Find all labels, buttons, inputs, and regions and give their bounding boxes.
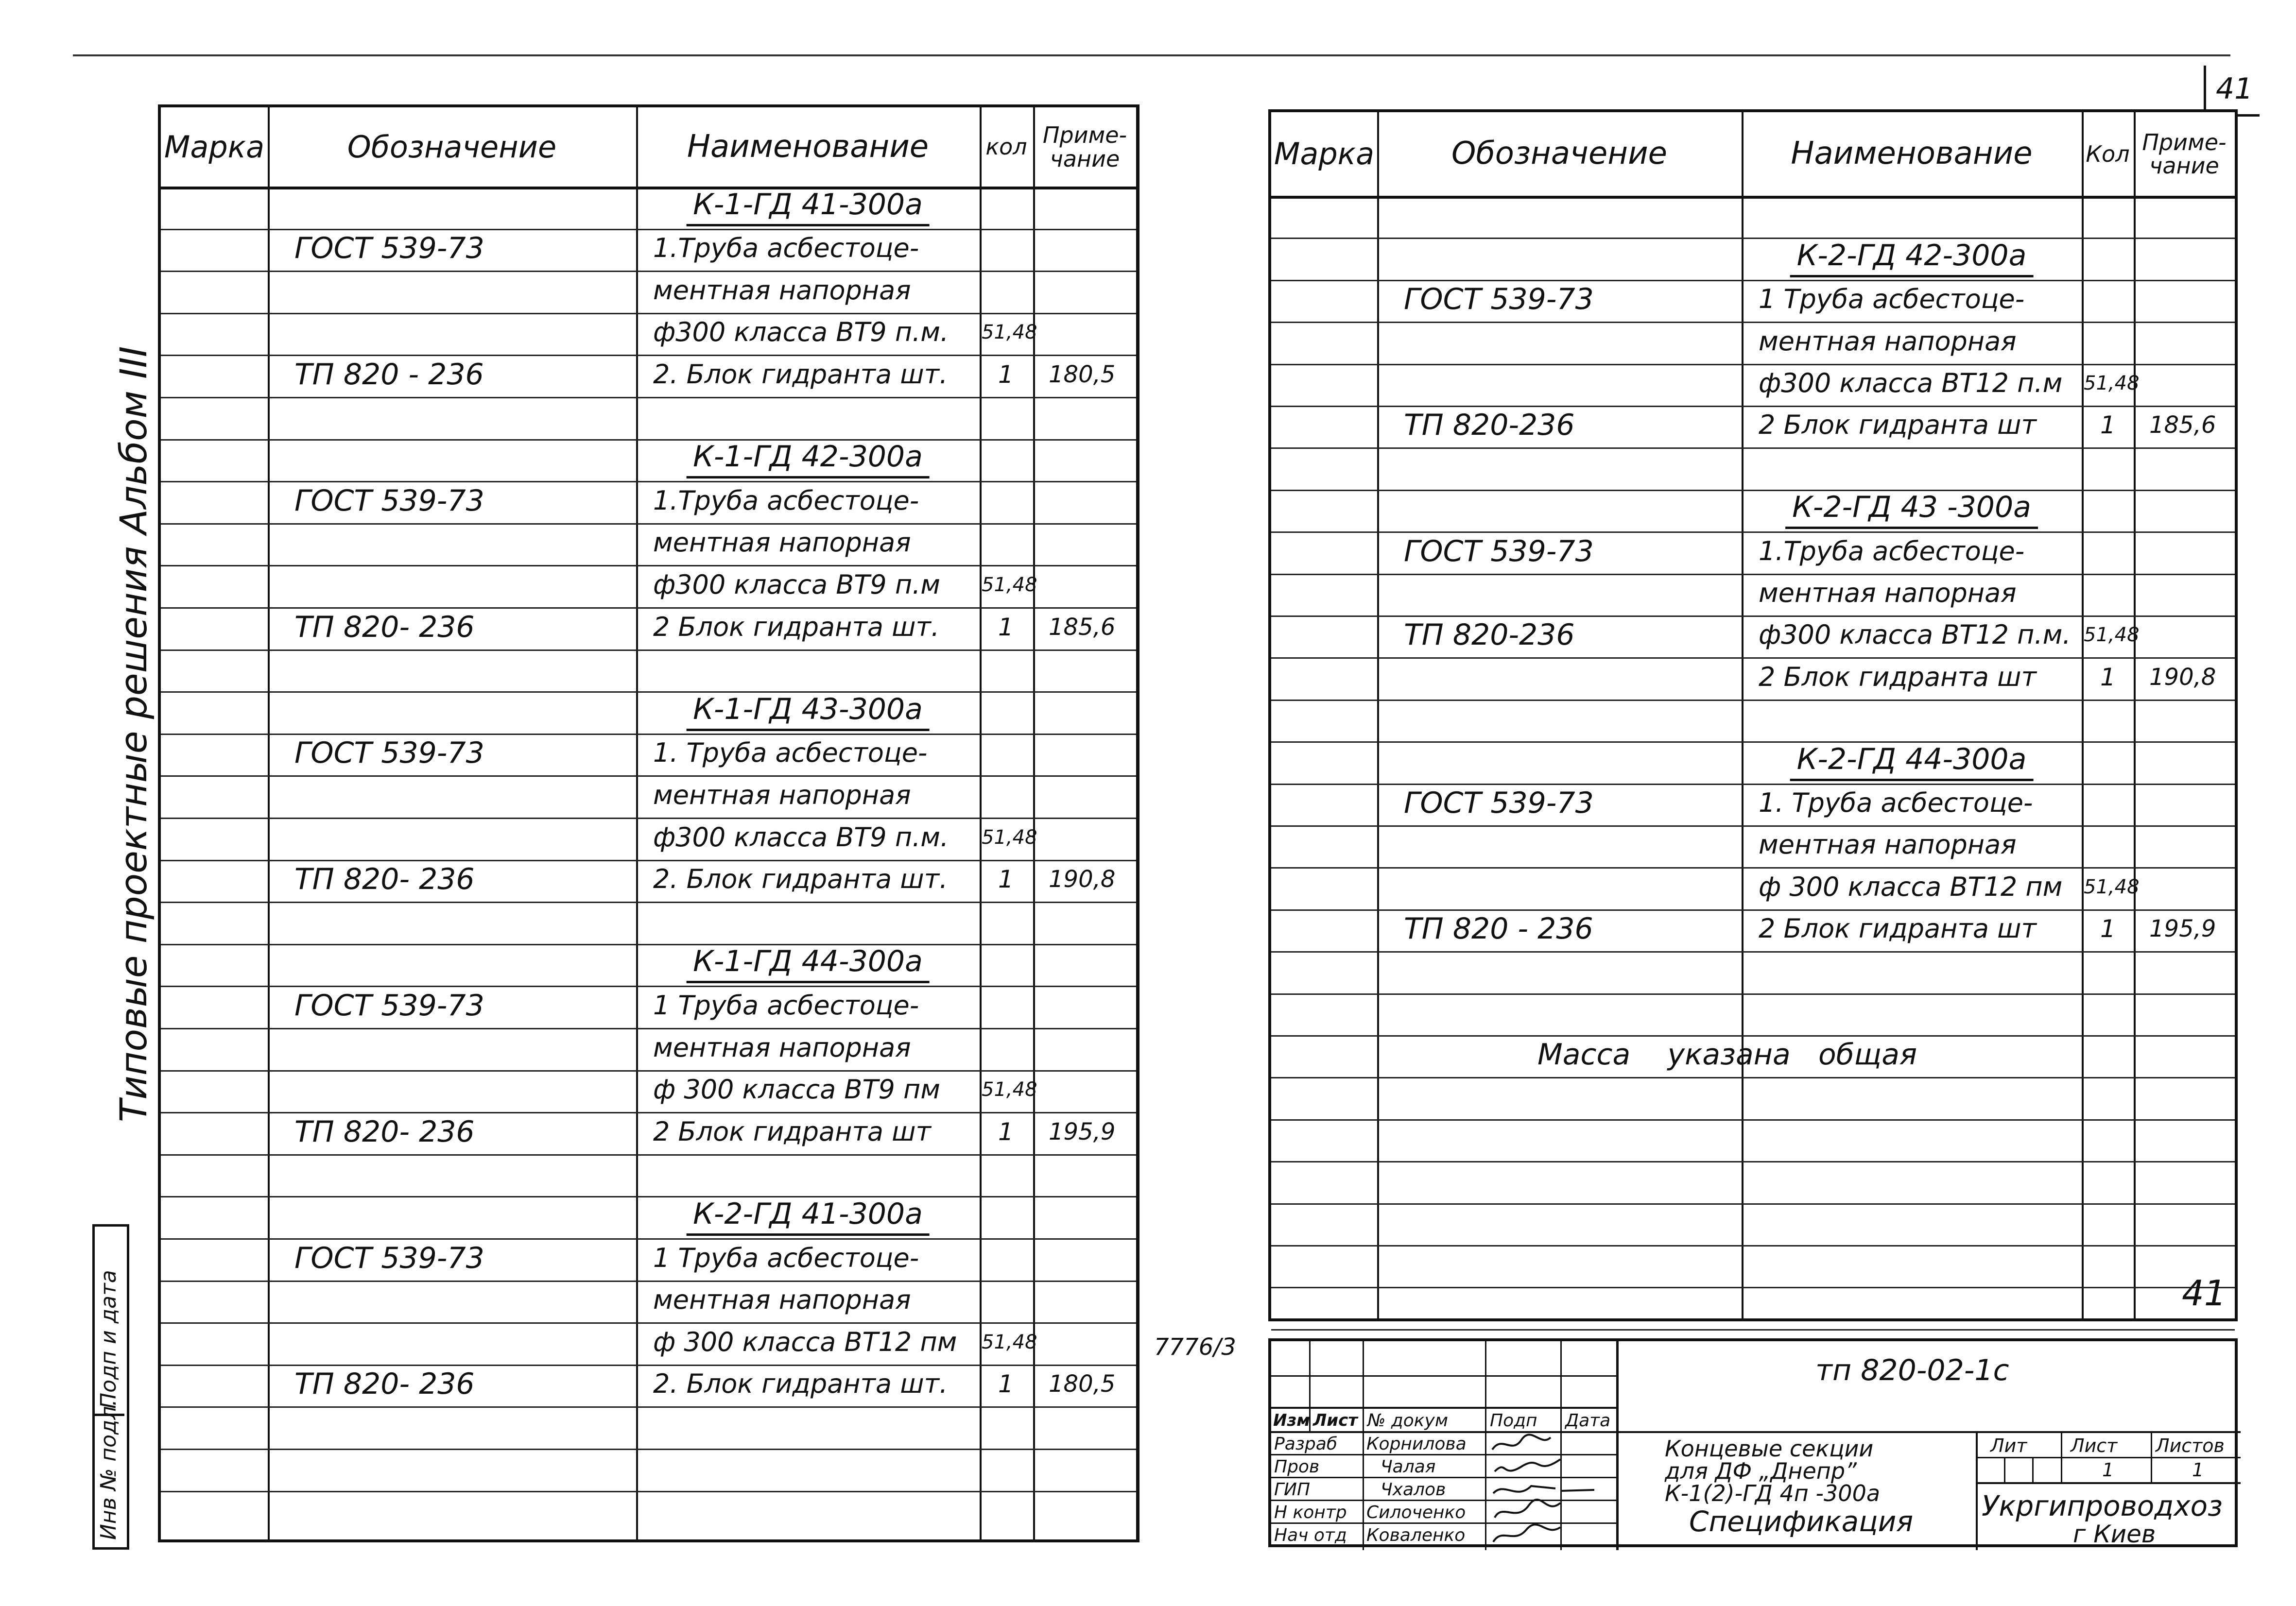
role-dept-head: Нач отд [1274,1525,1347,1545]
left-col-line [268,107,270,1539]
row-name: ментная напорная [653,527,911,558]
row-name: 1 Труба асбестоце- [1759,284,2025,315]
row-designation: ТП 820- 236 [294,1367,475,1401]
row-designation: ТП 820 - 236 [1404,912,1593,946]
archive-number: 7776/3 [1154,1333,1236,1361]
row-name: ф300 класса ВТ12 п.м. [1759,619,2071,650]
right-col-line [1377,112,1379,1318]
row-name: 1 Труба асбестоце- [653,990,919,1021]
row-line [161,944,1137,945]
row-line [161,397,1137,398]
organization: Укргипроводхоз [1982,1489,2223,1522]
row-line [161,1028,1137,1029]
row-designation: ГОСТ 539-73 [294,736,484,770]
section-title: К-1-ГД 41-300а [686,185,930,226]
row-line [1271,1161,2235,1162]
sheets-label: Листов [2156,1435,2225,1456]
row-line [1271,490,2235,491]
row-line [161,271,1137,272]
row-line [1271,1287,2235,1288]
row-name: ф 300 класса ВТ12 пм [653,1326,957,1357]
row-line [161,523,1137,525]
right-col-line [2082,112,2084,1318]
row-quantity: 51,48 [982,574,1037,596]
row-line [161,902,1137,903]
row-note: 195,9 [1049,1118,1116,1145]
sheet-value: 1 [2102,1459,2114,1481]
stamp-hdr-doc: № докум [1367,1411,1449,1431]
side-title: Типовые проектные решения Альбом III [112,346,155,1122]
row-line [161,1281,1137,1282]
row-designation: ГОСТ 539-73 [1404,282,1594,317]
row-quantity: 1 [998,360,1014,389]
section-title: К-2-ГД 41-300а [686,1195,930,1236]
role-normcontrol: Н контр [1274,1503,1347,1522]
row-name: ментная напорная [1759,325,2017,357]
right-header-name: Наименование [1791,136,2033,172]
row-note: 190,8 [2149,663,2216,691]
right-header-designation: Обозначение [1451,136,1668,172]
row-line [1271,700,2235,701]
name-developer: Корнилова [1366,1434,1467,1454]
signatures [1487,1433,1614,1549]
row-quantity: 51,48 [982,321,1037,344]
row-quantity: 51,48 [2084,875,2140,898]
section-title: К-2-ГД 44-300а [1790,740,2034,781]
title-block [1268,1338,2238,1547]
name-gip: Чхалов [1381,1480,1446,1500]
row-name: 2 Блок гидранта шт [1759,913,2037,944]
row-line [1271,993,2235,995]
row-name: ф300 класса ВТ9 п.м. [653,821,949,853]
row-name: ментная напорная [653,1284,911,1316]
row-line [161,1154,1137,1156]
right-col-line [2134,112,2136,1318]
right-header-qty: Кол [2086,140,2130,167]
row-name: 2. Блок гидранта шт. [653,1368,948,1400]
right-header-mark: Марка [1274,136,1375,172]
row-line [1271,574,2235,575]
stamp-hdr-sign: Подп [1490,1411,1537,1431]
left-header-note: Приме- чание [1042,122,1127,172]
row-designation: ТП 820-236 [1404,408,1575,443]
row-name: 1 Труба асбестоце- [653,1242,919,1273]
page-number-lower: 41 [2182,1273,2227,1314]
row-name: ф 300 класса ВТ12 пм [1759,871,2063,902]
role-gip: ГИП [1274,1480,1311,1500]
left-header-mark: Марка [164,129,265,165]
section-title: К-1-ГД 43-300а [686,690,930,731]
page-number: 41 [2216,72,2253,106]
row-name: ментная напорная [1759,829,2017,860]
name-checker: Чалая [1381,1457,1436,1477]
row-designation: ГОСТ 539-73 [1404,534,1594,568]
row-line [1271,1245,2235,1247]
doc-title-line-3: К-1(2)-ГД 4п -300а [1665,1480,1881,1506]
row-note: 190,8 [1049,866,1116,893]
section-title: К-2-ГД 43 -300а [1785,488,2038,529]
row-remark: Масса указана общая [1537,1038,1917,1072]
row-designation: ТП 820- 236 [294,862,475,897]
section-title: К-2-ГД 42-300а [1790,236,2034,277]
row-name: 2 Блок гидранта шт [1759,661,2037,692]
row-name: 2 Блок гидранта шт [653,1116,931,1147]
sheets-value: 1 [2192,1459,2204,1481]
right-spec-table [1268,109,2238,1321]
row-quantity: 51,48 [2084,372,2140,394]
left-spec-table [158,104,1139,1542]
sheet-label: Лист [2071,1435,2118,1456]
row-note: 195,9 [2149,915,2216,943]
name-dept-head: Коваленко [1366,1525,1466,1545]
lit-label: Лит [1990,1435,2027,1456]
row-name: ф 300 класса ВТ9 пм [653,1074,941,1105]
row-designation: ГОСТ 539-73 [1404,786,1594,820]
row-name: ф300 класса ВТ12 п.м [1759,368,2063,398]
row-quantity: 51,48 [982,1331,1037,1353]
left-col-line [636,107,638,1539]
section-title: К-1-ГД 42-300а [686,437,930,478]
row-quantity: 51,48 [982,826,1037,849]
row-line [1271,657,2235,659]
row-name: 1.Труба асбестоце- [653,485,919,516]
row-line [161,1406,1137,1408]
role-developer: Разраб [1274,1434,1338,1454]
left-header-name: Наименование [687,128,929,165]
row-line [1271,1119,2235,1121]
left-col-extension [1136,104,1138,1542]
row-name: ф300 класса ВТ9 п.м. [653,317,949,348]
row-quantity: 1 [2100,915,2116,943]
left-header-qty: кол [985,134,1027,160]
row-name: ф300 класса ВТ9 п.м [653,569,941,600]
row-designation: ТП 820- 236 [294,1114,475,1149]
row-line [1271,741,2235,743]
row-line [161,439,1137,441]
row-line [161,775,1137,777]
row-note: 180,5 [1049,361,1116,388]
top-rule [73,54,2230,56]
row-note: 185,6 [1049,613,1116,641]
row-designation: ТП 820- 236 [294,610,475,644]
row-name: 2. Блок гидранта шт. [653,359,948,390]
row-line [161,691,1137,693]
city: г Киев [2073,1520,2156,1548]
side-box-inv: Инв № подл. [96,1399,121,1540]
row-line [1271,447,2235,449]
row-line [1271,825,2235,827]
row-quantity: 51,48 [2084,624,2140,647]
side-box-sign-date: Подп и дата [96,1270,121,1409]
right-col-line [1742,112,1744,1318]
row-line [161,1491,1137,1492]
row-name: 1.Труба асбестоце- [1759,535,2025,566]
row-name: ментная напорная [1759,578,2017,608]
row-line [1271,951,2235,953]
row-name: ментная напорная [653,274,911,306]
row-name: 2 Блок гидранта шт. [653,611,940,642]
row-designation: ГОСТ 539-73 [294,1241,484,1275]
row-note: 185,6 [2149,411,2216,439]
right-header-note: Приме- чание [2142,129,2227,179]
row-quantity: 1 [2100,411,2116,440]
row-quantity: 1 [998,613,1014,641]
role-checker: Пров [1274,1457,1320,1477]
row-quantity: 1 [998,1370,1014,1399]
row-name: ментная напорная [653,1032,911,1063]
stamp-hdr-izm: Изм [1273,1411,1311,1430]
stamp-hdr-date: Дата [1565,1411,1611,1431]
left-header-designation: Обозначение [347,129,557,165]
row-line [1271,1203,2235,1205]
row-line [1271,1329,2235,1331]
row-line [161,1449,1137,1450]
row-name: ментная напорная [653,780,911,810]
row-quantity: 1 [998,1117,1014,1146]
row-line [1271,1077,2235,1078]
row-designation: ГОСТ 539-73 [294,231,484,266]
section-title: К-1-ГД 44-300а [686,942,930,983]
row-designation: ГОСТ 539-73 [294,483,484,518]
doc-title-line-2: для ДФ „Днепр” [1665,1458,1857,1484]
row-name: 1.Труба асбестоце- [653,233,919,264]
name-normcontrol: Силоченко [1366,1503,1466,1522]
row-line [1271,322,2235,323]
row-quantity: 51,48 [982,1078,1037,1101]
doc-title-line-1: Концевые секции [1665,1435,1874,1462]
row-line [161,649,1137,651]
row-designation: ТП 820-236 [1404,618,1575,652]
row-quantity: 1 [998,865,1014,894]
row-name: 1. Труба асбестоце- [1759,787,2033,818]
row-quantity: 1 [2100,663,2116,691]
row-name: 1. Труба асбестоце- [653,737,928,769]
doc-code: тп 820-02-1с [1815,1353,2009,1387]
row-name: 2. Блок гидранта шт. [653,864,948,895]
row-designation: ТП 820 - 236 [294,358,484,392]
row-name: 2 Блок гидранта шт [1759,410,2037,441]
stamp-hdr-list: Лист [1313,1411,1358,1430]
row-designation: ГОСТ 539-73 [294,989,484,1023]
row-line [161,1196,1137,1197]
row-note: 180,5 [1049,1370,1116,1398]
doc-kind: Спецификация [1689,1505,1914,1538]
row-line [1271,238,2235,239]
